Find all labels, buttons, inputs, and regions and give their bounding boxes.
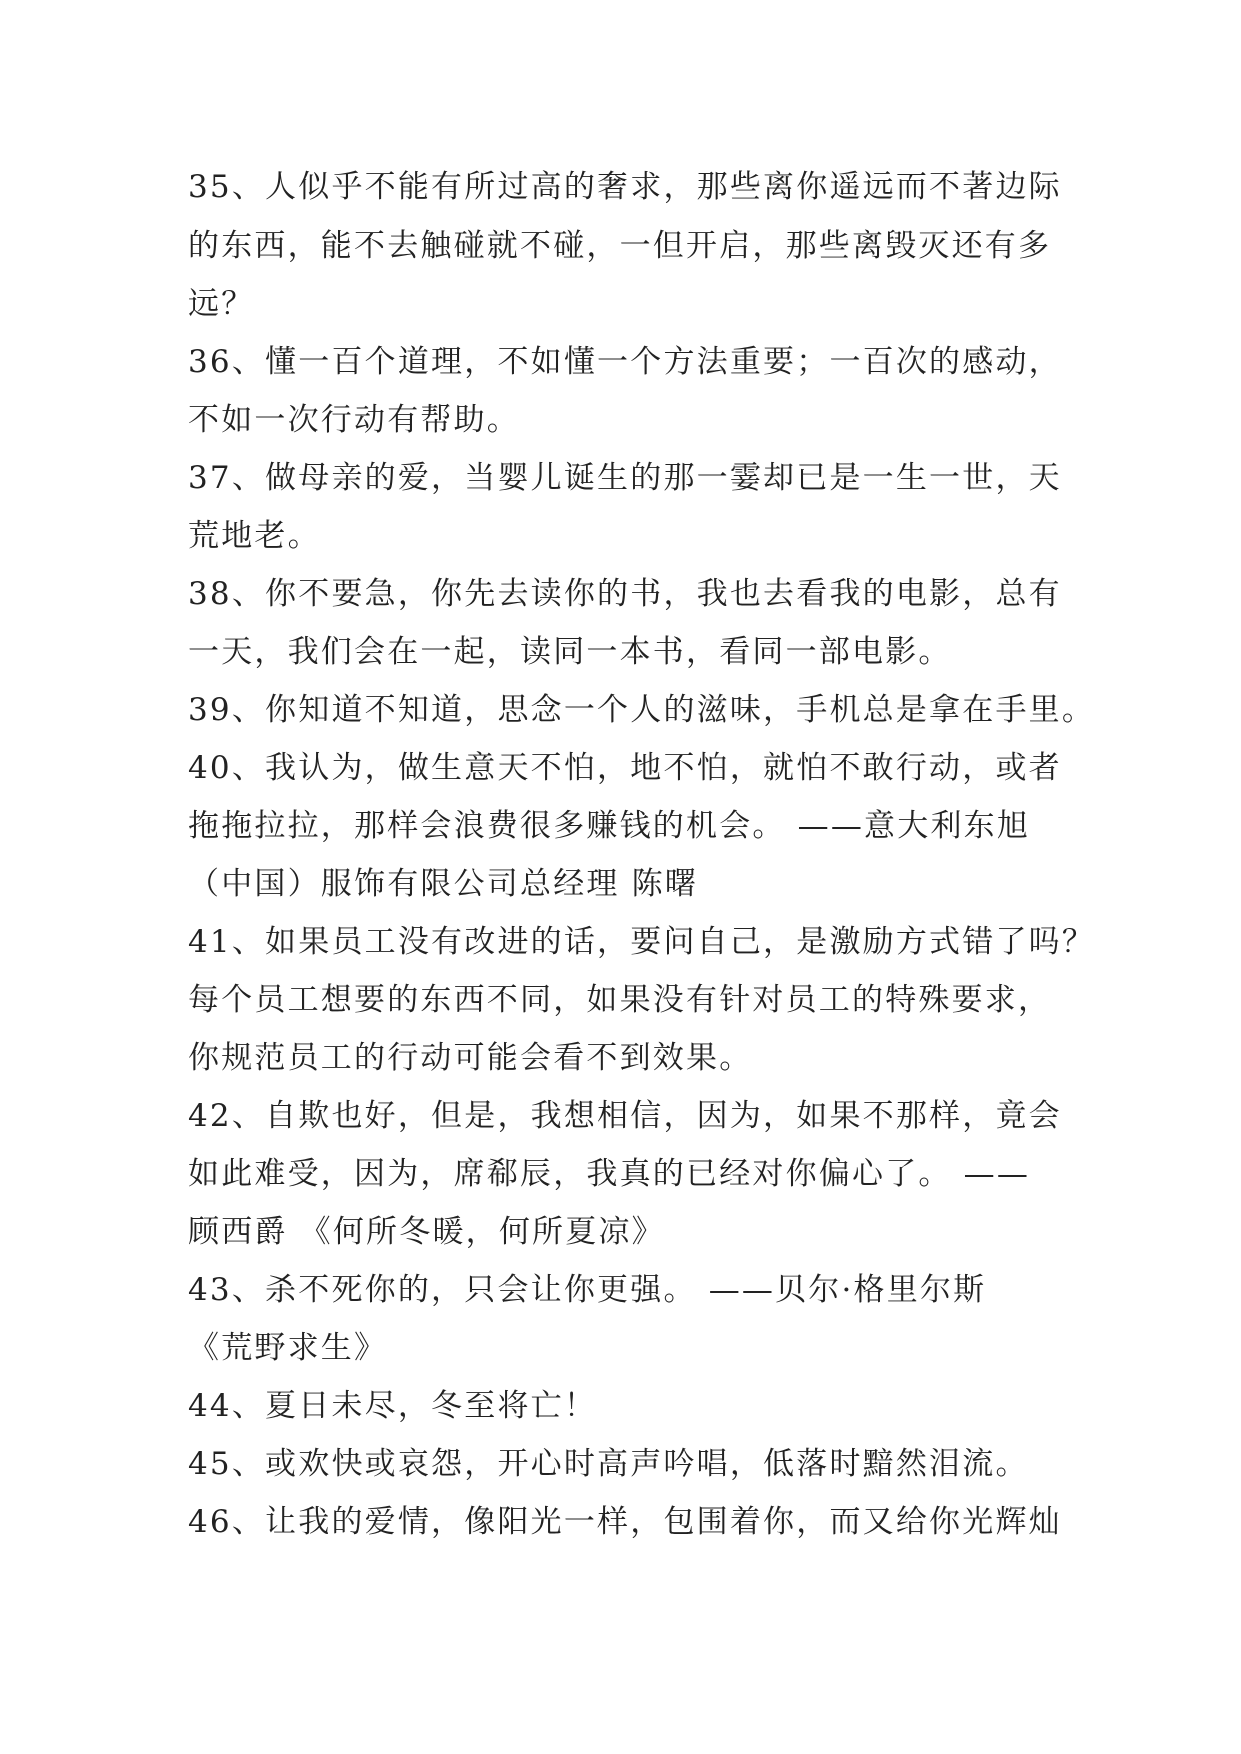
text-line: 如此难受，因为，席郗辰，我真的已经对你偏心了。 —— — [188, 1156, 1031, 1192]
text-line: （中国）服饰有限公司总经理 陈曙 — [188, 866, 699, 902]
text-line: 的东西，能不去触碰就不碰，一但开启，那些离毁灭还有多 — [188, 228, 1052, 264]
text-line: 46、让我的爱情，像阳光一样，包围着你，而又给你光辉灿 — [188, 1504, 1062, 1540]
text-line: 45、或欢快或哀怨，开心时高声吟唱，低落时黯然泪流。 — [188, 1446, 1029, 1482]
text-line: 42、自欺也好，但是，我想相信，因为，如果不那样，竟会 — [188, 1098, 1062, 1134]
text-line: 顾西爵 《何所冬暖，何所夏凉》 — [188, 1214, 665, 1250]
text-line: 39、你知道不知道，思念一个人的滋味，手机总是拿在手里。 — [188, 692, 1096, 728]
text-line: 41、如果员工没有改进的话，要问自己，是激励方式错了吗？ — [188, 924, 1096, 960]
text-line: 40、我认为，做生意天不怕，地不怕，就怕不敢行动，或者 — [188, 750, 1062, 786]
text-line: 38、你不要急，你先去读你的书，我也去看我的电影，总有 — [188, 576, 1062, 612]
text-line: 每个员工想要的东西不同，如果没有针对员工的特殊要求， — [188, 982, 1052, 1018]
text-line: 《荒野求生》 — [188, 1330, 388, 1366]
text-line: 拖拖拉拉，那样会浪费很多赚钱的机会。 ——意大利东旭 — [188, 808, 1031, 844]
text-line: 37、做母亲的爱，当婴儿诞生的那一霎却已是一生一世，天 — [188, 460, 1062, 496]
text-line: 你规范员工的行动可能会看不到效果。 — [188, 1040, 753, 1076]
text-line: 36、懂一百个道理，不如懂一个方法重要；一百次的感动， — [188, 344, 1062, 380]
text-line: 43、杀不死你的，只会让你更强。 ——贝尔·格里尔斯 — [188, 1272, 987, 1308]
text-line: 不如一次行动有帮助。 — [188, 402, 520, 438]
text-line: 远？ — [188, 286, 255, 322]
text-line: 44、夏日未尽，冬至将亡！ — [188, 1388, 598, 1424]
text-line: 一天，我们会在一起，读同一本书，看同一部电影。 — [188, 634, 952, 670]
text-line: 荒地老。 — [188, 518, 321, 554]
text-line: 35、人似乎不能有所过高的奢求，那些离你遥远而不著边际 — [188, 169, 1062, 205]
